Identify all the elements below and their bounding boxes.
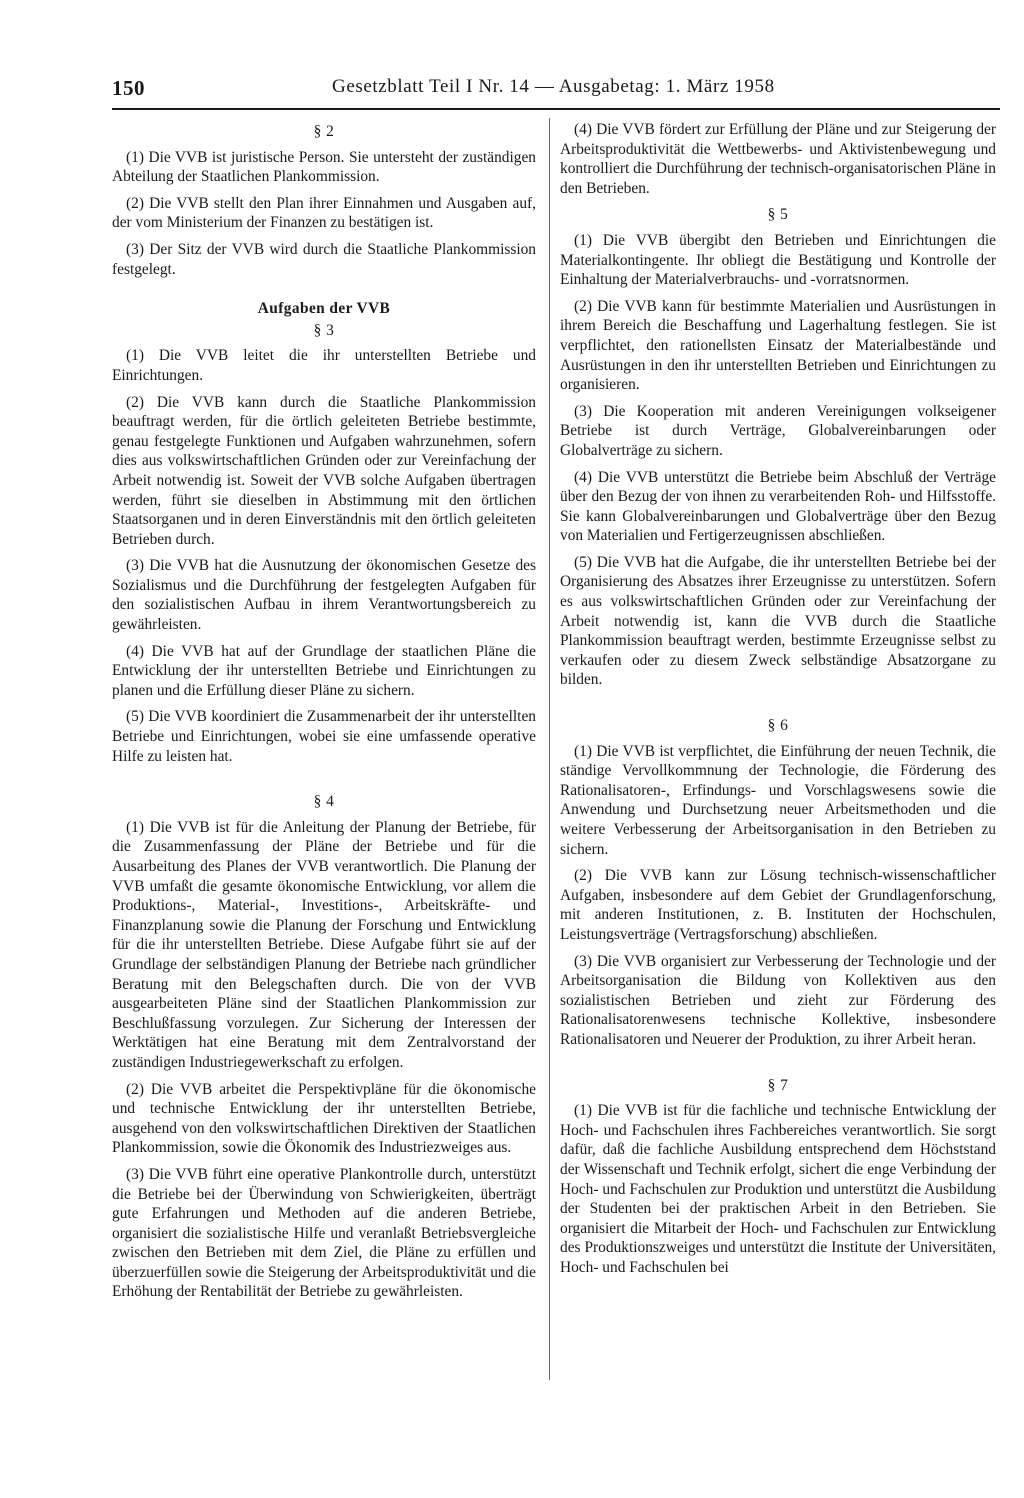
paragraph-4-4: (4) Die VVB fördert zur Erfüllung der Pläne und zur Steigerung der Arbeitsproduktivität die Wettbewerbs- und Aktivistenbewegung und kontrolliert die Durchführung der technisch-organisatorischen Pläne in den Betrieben. xyxy=(560,121,996,197)
paragraph-3-2: (2) Die VVB kann durch die Staatliche Plankommission beauftragt werden, für die örtlich geleiteten Betriebe bestimmte, genau festgelegte Funktionen und Aufgaben wahrzunehmen, sofern dies aus volkswirtschaftlichen Gründen oder zur Vereinfachung der Arbeit notwendig ist. Soweit der VVB solche Aufgaben übertragen werden, führt sie dieselben in Abstimmung mit den örtlichen Staatsorganen und in deren Einverständnis mit den örtlich geleiteten Betrieben durch. xyxy=(112,393,536,548)
paragraph-5-5: (5) Die VVB hat die Aufgabe, die ihr unterstellten Betriebe bei der Organisierung des Absatzes ihrer Erzeugnisse zu unterstützen. Sofern es aus volkswirtschaftlichen Gründen oder zur Vereinfachung der Arbeit notwendig ist, kann die VVB durch die Staatliche Plankommission beauftragt werden, bestimmte Erzeugnisse selbst zu verkaufen oder zu diesem Zweck selbständige Absatzorgane zu bilden. xyxy=(560,553,996,689)
section-heading-4: § 4 xyxy=(313,793,335,811)
section-heading-2: § 2 xyxy=(313,123,335,140)
right-column xyxy=(560,120,996,1284)
aufgaben-heading: Aufgaben der VVB xyxy=(257,300,391,318)
paragraph-2-1: (1) Die VVB ist juristische Person. Sie untersteht der zuständigen Abteilung der Staatlichen Plankommission. xyxy=(112,148,536,186)
paragraph-5-2: (2) Die VVB kann für bestimmte Materialien und Ausrüstungen in ihrem Bereich die Beschaffung und Lagerhaltung festlegen. Sie ist verpflichtet, den rationellsten Einsatz der Materialbestände und Ausrüstungen in den ihr unterstellten Betrieben und Einrichtungen zu organisieren. xyxy=(560,297,996,394)
page-number: 150 xyxy=(112,76,145,100)
page-header xyxy=(112,76,1000,108)
column-divider xyxy=(549,118,550,1380)
paragraph-4-1: (1) Die VVB ist für die Anleitung der Planung der Betriebe, für die Zusammenfassung der Pläne der Betriebe und für die Ausarbeitung des Planes der VVB verantwortlich. Die Planung der VVB umfaßt die gesamte ökonomische Entwicklung, vor allem die Produktions-, Material-, Investitions-, Arbeitskräfte- und Finanzplanung sowie die Planung der Forschung und Entwicklung für die ihr unterstellten Betriebe. Diese Aufgabe führt sie auf der Grundlage der selbständigen Planung der Betriebe nach gründlicher Beratung mit den Belegschaften durch. Die von der VVB ausgearbeiteten Pläne sind der Staatlichen Plankommission zur Beschlußfassung vorzulegen. Zur Sicherung der Interessen der Werktätigen hat eine Beratung mit dem Zentralvorstand der zuständigen Industriegewerkschaft zu erfolgen. xyxy=(112,818,536,1071)
paragraph-3-1: (1) Die VVB leitet die ihr unterstellten Betriebe und Einrichtungen. xyxy=(112,347,536,384)
section-heading-3: § 3 xyxy=(313,321,335,339)
paragraph-4-2: (2) Die VVB arbeitet die Perspektivpläne für die ökonomische und technische Entwicklung der ihr unterstellten Betriebe, ausgehend von den volkswirtschaftlichen Direktiven der Staatlichen Plankommission, sowie die Ökonomik des Industriezweiges aus. xyxy=(112,1080,536,1157)
paragraph-3-3: (3) Die VVB hat die Ausnutzung der ökonomischen Gesetze des Sozialismus und die Durchführung der festgelegten Aufgaben für den sozialistischen Aufbau in ihrem Verantwortungsbereich zu gewährleisten. xyxy=(112,557,536,634)
paragraph-6-3: (3) Die VVB organisiert zur Verbesserung der Technologie und der Arbeitsorganisation die Bildung von Kollektiven aus den sozialistischen Betrieben und zieht zur Förderung des Rationalisatorenwesens technische Kollektive, insbesondere Rationalisatoren und Neuerer der Produktion, zu ihrer Arbeit heran. xyxy=(560,952,996,1048)
paragraph-7-1: (1) Die VVB ist für die fachliche und technische Entwicklung der Hoch- und Fachschulen ihres Fachbereiches verantwortlich. Sie sorgt dafür, daß die fachliche Ausbildung entsprechend dem Höchststand der Wissenschaft und Technik erfolgt, sichert die enge Verbindung der Hoch- und Fachschulen zur Produktion und unterstützt die Ausbildung der Studenten bei der praktischen Arbeit in den Betrieben. Sie organisiert die Mitarbeit der Hoch- und Fachschulen zur Entwicklung des Produktionszweiges und unterstützt die Institute der Universitäten, Hoch- und Fachschulen bei xyxy=(560,1102,996,1276)
section-heading-7: § 7 xyxy=(767,1076,789,1094)
section-heading-6: § 6 xyxy=(767,717,789,735)
paragraph-4-3: (3) Die VVB führt eine operative Plankontrolle durch, unterstützt die Betriebe bei der Überwindung von Schwierigkeiten, überträgt gute Erfahrungen und Methoden auf die anderen Betriebe, organisiert die sozialistische Hilfe und veranlaßt Betriebsvergleiche zwischen den Betrieben mit dem Ziel, die Pläne zu erfüllen und überzuerfüllen sowie die Steigerung der Arbeitsproduktivität und die Erhöhung der Rentabilität der Betriebe zu gewährleisten. xyxy=(112,1165,536,1301)
header-rule xyxy=(112,108,1000,110)
running-title: Gesetzblatt Teil I Nr. 14 — Ausgabetag: 1. März 1958 xyxy=(332,76,775,97)
section-heading-5: § 5 xyxy=(767,206,789,224)
paragraph-2-2: (2) Die VVB stellt den Plan ihrer Einnahmen und Ausgaben auf, der vom Ministerium der Finanzen zu bestätigen ist. xyxy=(112,194,536,232)
paragraph-6-1: (1) Die VVB ist verpflichtet, die Einführung der neuen Technik, die ständige Vervollkommnung der Technologie, die Förderung des Rationalisatoren-, Erfindungs- und Vorschlagswesens sowie die Anwendung und Durchsetzung neuer Arbeitsmethoden und die weitere Verbesserung der Arbeitsorganisation in den Betrieben zu sichern. xyxy=(560,742,996,858)
paragraph-6-2: (2) Die VVB kann zur Lösung technisch-wissenschaftlicher Aufgaben, insbesondere auf dem Gebiet der Grundlagenforschung, mit anderen Institutionen, z. B. Instituten der Hochschulen, Leistungsverträge (Vertragsforschung) abschließen. xyxy=(560,867,996,943)
paragraph-5-1: (1) Die VVB übergibt den Betrieben und Einrichtungen die Materialkontingente. Ihr obliegt die Bestätigung und Kontrolle der Einhaltung der Materialverbrauchs- und -vorratsnormen. xyxy=(560,231,996,289)
left-column xyxy=(112,120,536,1309)
paragraph-3-5: (5) Die VVB koordiniert die Zusammenarbeit der ihr unterstellten Betriebe und Einrichtungen, wobei sie eine umfassende operative Hilfe zu leisten hat. xyxy=(112,708,536,765)
paragraph-2-3: (3) Der Sitz der VVB wird durch die Staatliche Plankommission festgelegt. xyxy=(112,240,536,278)
paragraph-3-4: (4) Die VVB hat auf der Grundlage der staatlichen Pläne die Entwicklung der ihr unterstellten Betriebe und Einrichtungen zu planen und die Erfüllung dieser Pläne zu sichern. xyxy=(112,642,536,699)
paragraph-5-3: (3) Die Kooperation mit anderen Vereinigungen volkseigener Betriebe ist durch Verträge, Globalvereinbarungen oder Globalverträge zu sichern. xyxy=(560,402,996,459)
paragraph-5-4: (4) Die VVB unterstützt die Betriebe beim Abschluß der Verträge über den Bezug der von ihnen zu verarbeitenden Roh- und Hilfsstoffe. Sie kann Globalvereinbarungen und Globalverträge über den Bezug von Materialien und Fertigerzeugnissen abschließen. xyxy=(560,468,996,545)
